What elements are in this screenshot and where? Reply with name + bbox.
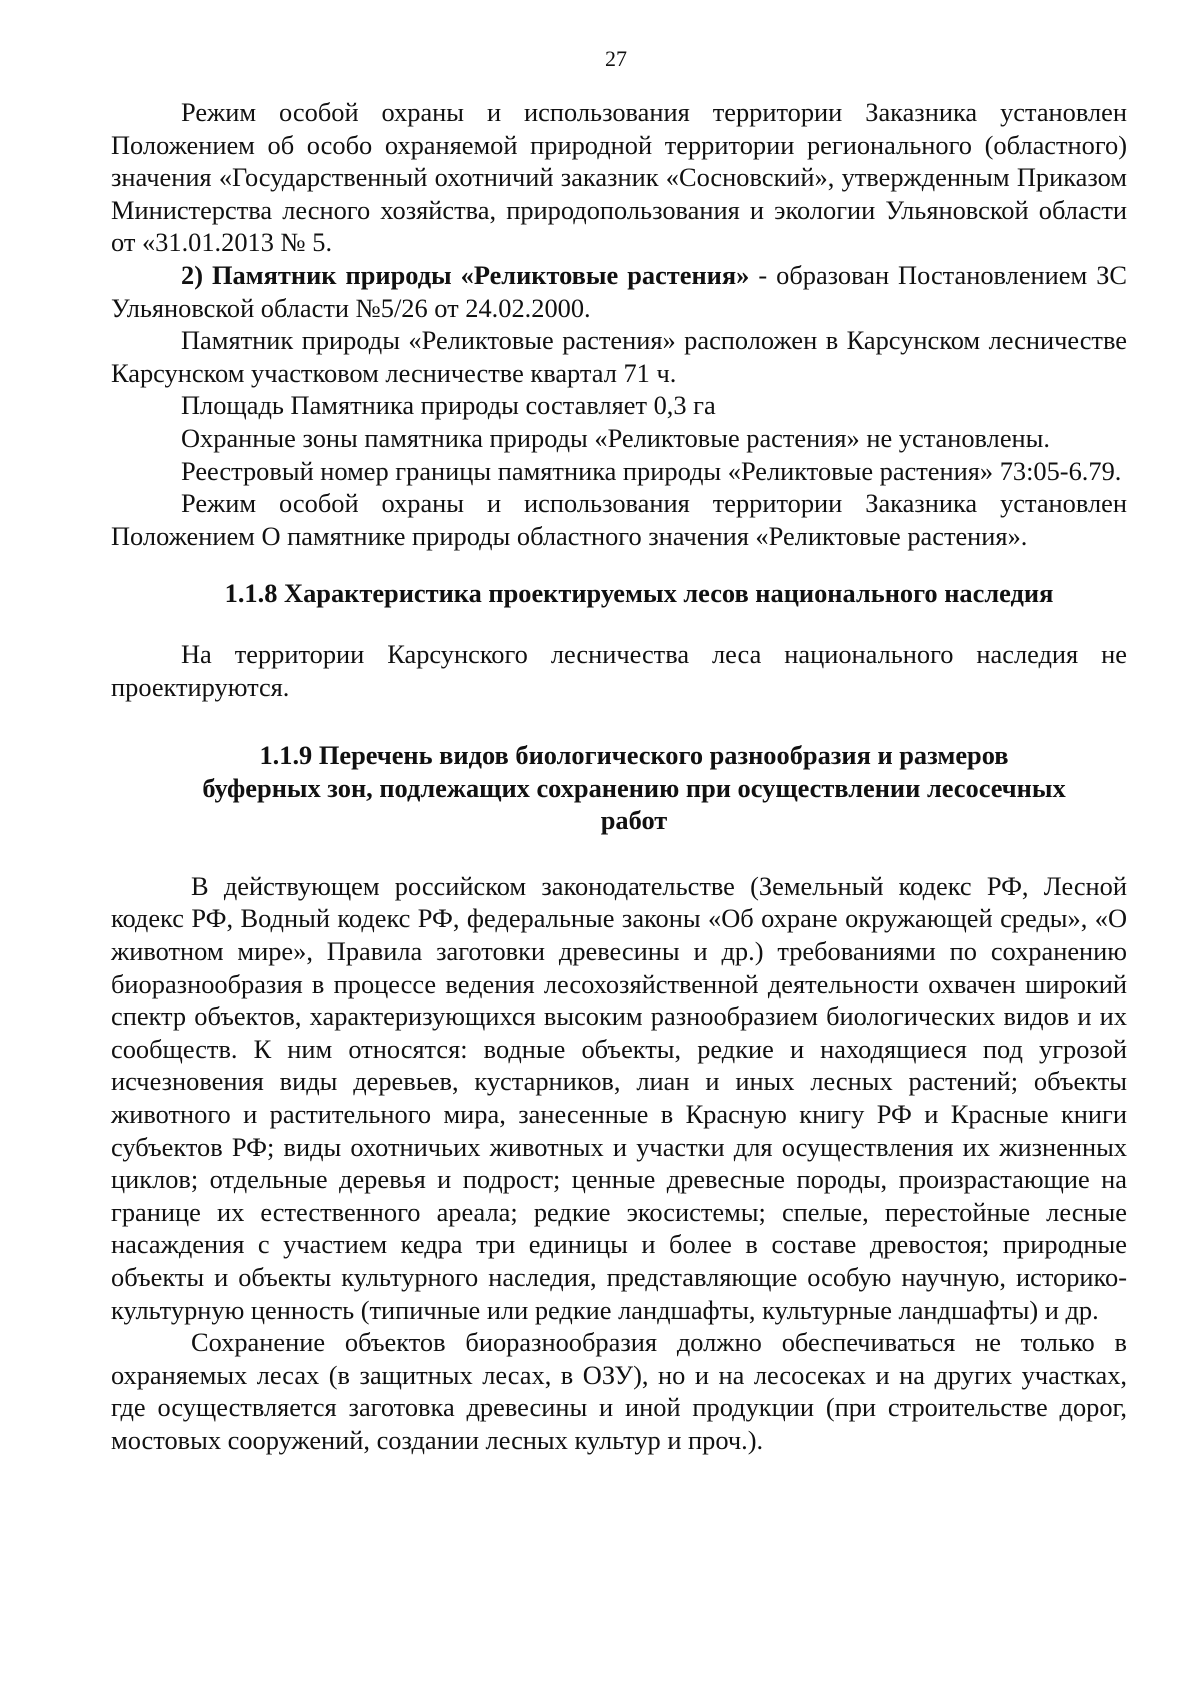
paragraph-zakaznik-regime: Режим особой охраны и использования территории Заказника установлен Положением об особо охраняемой природной территории регионального (областного) значения «Государственный охотничий заказник «Сосновский», утвержденным Приказом Министерства лесного хозяйства, природопользования и экологии Ульяновской области от «31.01.2013 № 5. bbox=[111, 97, 1127, 258]
paragraph-registry-number: Реестровый номер границы памятника природы «Реликтовые растения» 73:05-6.79. bbox=[181, 455, 1122, 486]
monument-item-label: 2) Памятник природы «Реликтовые растения» bbox=[181, 259, 750, 290]
heading-line-1: 1.1.9 Перечень видов биологического разнообразия и размеров bbox=[259, 740, 1009, 771]
document-page bbox=[111, 44, 1127, 1457]
paragraph-national-heritage-forests: На территории Карсунского лесничества леса национального наследия не проектируются. bbox=[111, 638, 1127, 702]
heading-line-3: работ bbox=[600, 805, 668, 836]
paragraph-monument-location: Памятник природы «Реликтовые растения» расположен в Карсунском лесничестве Карсунском участковом лесничестве квартал 71 ч. bbox=[111, 325, 1127, 388]
monument-item-dash: - bbox=[749, 259, 777, 290]
page-number: 27 bbox=[605, 46, 627, 71]
heading-section-1-1-8: 1.1.8 Характеристика проектируемых лесов национального наследия bbox=[224, 578, 1054, 609]
heading-section-1-1-9 bbox=[111, 739, 1127, 837]
paragraph-protection-zones: Охранные зоны памятника природы «Реликтовые растения» не установлены. bbox=[181, 422, 1050, 453]
heading-line-2: буферных зон, подлежащих сохранению при осуществлении лесосечных bbox=[202, 772, 1066, 803]
paragraph-monument-area: Площадь Памятника природы составляет 0,3 га bbox=[181, 390, 716, 421]
monument-item-text: образован Постановлением ЗС Ульяновской области №5/26 от 24.02.2000. bbox=[111, 259, 1128, 323]
paragraph-monument-item bbox=[111, 259, 1127, 324]
paragraph-biodiversity-preservation: Сохранение объектов биоразнообразия должно обеспечиваться не только в охраняемых лесах (в защитных лесах, в ОЗУ), но и на лесосеках и на других участках, где осуществляется заготовка древесины и иной продукции (при строительстве дорог, мостовых сооружений, создании лесных культур и проч.). bbox=[111, 1327, 1127, 1455]
paragraph-monument-regime: Режим особой охраны и использования территории Заказника установлен Положением О памятнике природы областного значения «Реликтовые растения». bbox=[111, 488, 1127, 551]
paragraph-biodiversity-legislation: В действующем российском законодательстве (Земельный кодекс РФ, Лесной кодекс РФ, Водный кодекс РФ, федеральные законы «Об охране окружающей среды», «О животном мире», Правила заготовки древесины и др.) требованиями по сохранению биоразнообразия в процессе ведения лесохозяйственной деятельности охвачен широкий спектр объектов, характеризующихся высоким разнообразием биологических видов и их сообществ. К ним относятся: водные объекты, редкие и находящиеся под угрозой исчезновения виды деревьев, кустарников, лиан и иных лесных растений; объекты животного и растительного мира, занесенные в Красную книгу РФ и Красные книги субъектов РФ; виды охотничьих животных и участки для осуществления их жизненных циклов; отдельные деревья и подрост; ценные древесные породы, произрастающие на границе их естественного ареала; редкие экосистемы; спелые, перестойные лесные насаждения с участием кедра три единицы и более в составе древостоя; природные объекты и объекты культурного наследия, представляющие особую научную, историко-культурную ценность (типичные или редкие ландшафты, культурные ландшафты) и др. bbox=[111, 870, 1127, 1325]
